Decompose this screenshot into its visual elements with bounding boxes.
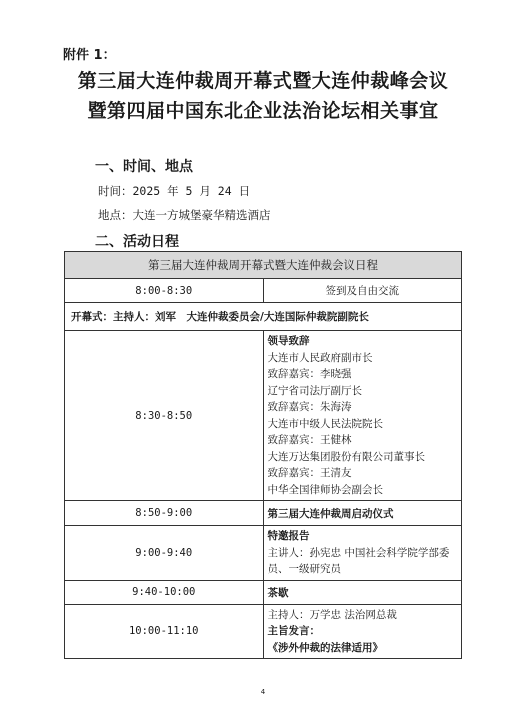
time-cell: 9:00-9:40 (65, 526, 264, 581)
time-cell: 9:40-10:00 (65, 580, 264, 604)
document-title-line2: 暨第四届中国东北企业法治论坛相关事宜 (87, 100, 439, 122)
content-cell: 签到及自由交流 (263, 279, 462, 303)
time-cell: 8:30-8:50 (65, 331, 264, 501)
table-row (65, 580, 462, 604)
content-cell (263, 604, 462, 659)
content-line: 《涉外仲裁的法律适用》 (267, 641, 383, 654)
table-row (65, 331, 462, 501)
time-cell: 10:00-11:10 (65, 604, 264, 659)
table-header-row (65, 252, 462, 279)
content-line: 大连万达集团股份有限公司董事长 (267, 450, 425, 463)
schedule-table-header: 第三届大连仲裁周开幕式暨大连仲裁会议日程 (65, 252, 462, 279)
table-row (65, 604, 462, 659)
content-cell: 第三届大连仲裁周启动仪式 (263, 501, 462, 526)
content-line: 致辞嘉宾：王健林 (267, 434, 352, 446)
content-cell: 茶歇 (263, 580, 462, 604)
content-cell (263, 331, 462, 501)
content-line: 特邀报告 (267, 530, 310, 542)
content-line: 大连市人民政府副市长 (267, 351, 373, 364)
content-line: 大连市中级人民法院院长 (267, 417, 383, 430)
content-line: 主持人：万学忠 法治网总裁 (267, 608, 397, 621)
table-row (65, 526, 462, 581)
time-cell: 8:00-8:30 (65, 279, 264, 303)
time-line: 时间：2025 年 5 月 24 日 (98, 184, 251, 198)
table-row (65, 501, 462, 526)
content-line: 主讲人：孙宪忠 中国社会科学院学部委员、一级研究员 (267, 546, 450, 575)
content-line: 辽宁省司法厅副厅长 (267, 384, 362, 397)
opening-ceremony-cell: 开幕式：主持人：刘军 大连仲裁委员会/大连国际仲裁院副院长 (65, 303, 462, 331)
section-heading-time-place: 一、时间、地点 (95, 159, 193, 175)
content-line: 致辞嘉宾：王清友 (267, 467, 352, 479)
page-number: 4 (260, 688, 266, 696)
place-line: 地点：大连一方城堡豪华精选酒店 (98, 208, 271, 222)
content-line: 中华全国律师协会副会长 (267, 483, 383, 496)
table-row (65, 303, 462, 331)
time-cell: 8:50-9:00 (65, 501, 264, 526)
section-heading-schedule: 二、活动日程 (95, 234, 179, 250)
schedule-table (64, 251, 462, 659)
content-line: 主旨发言： (267, 625, 320, 637)
content-line: 领导致辞 (267, 335, 310, 347)
document-title-line1: 第三届大连仲裁周开幕式暨大连仲裁峰会议 (77, 70, 449, 92)
content-line: 致辞嘉宾：朱海涛 (267, 401, 352, 413)
content-cell (263, 526, 462, 581)
table-row (65, 279, 462, 303)
content-line: 致辞嘉宾：李晓强 (267, 368, 352, 380)
attachment-label: 附件 1： (63, 48, 116, 63)
